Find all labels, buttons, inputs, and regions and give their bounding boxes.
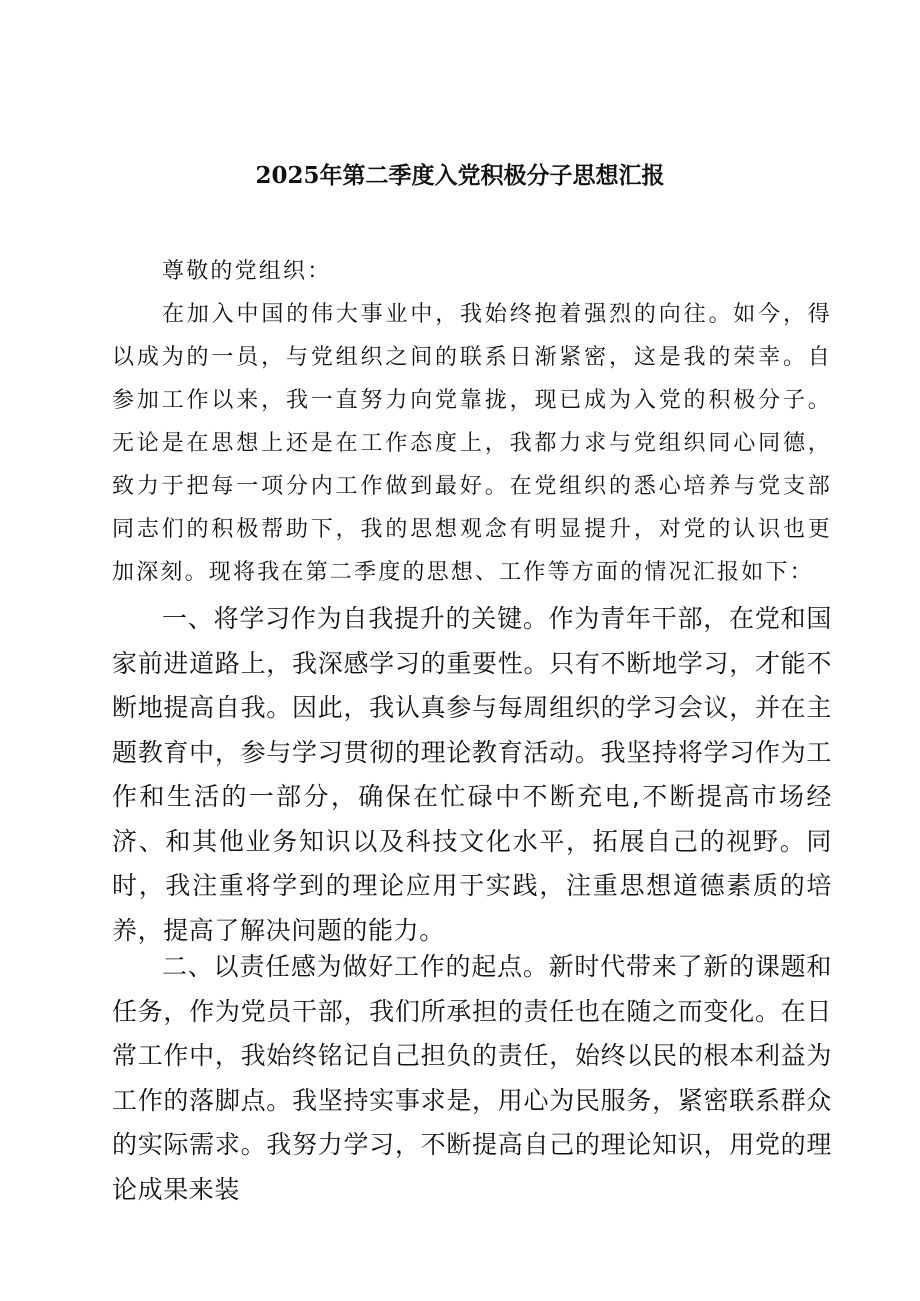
section-1-paragraph: 一、将学习作为自我提升的关键。作为青年干部，在党和国家前进道路上，我深感学习的重要性。只有不断地学习，才能不断地提高自我。因此，我认真参与每周组织的学习会议，并在主题教育中，参与学习贯彻的理论教育活动。我坚持将学习作为工作和生活的一部分，确保在忙碌中不断充电,不断提高市场经济、和其他业务知识以及科技文化水平，拓展自己的视野。同时，我注重将学到的理论应用于实践，注重思想道德素质的培养，提高了解决问题的能力。	[112, 604, 832, 945]
intro-paragraph: 在加入中国的伟大事业中，我始终抱着强烈的向往。如今，得以成为的一员，与党组织之间的联系日渐紧密，这是我的荣幸。自参加工作以来，我一直努力向党靠拢，现已成为入党的积极分子。无论是在思想上还是在工作态度上，我都力求与党组织同心同德，致力于把每一项分内工作做到最好。在党组织的悉心培养与党支部同志们的积极帮助下，我的思想观念有明显提升，对党的认识也更加深刻。现将我在第二季度的思想、工作等方面的情况汇报如下：	[112, 302, 832, 585]
section-2-paragraph: 二、以责任感为做好工作的起点。新时代带来了新的课题和任务，作为党员干部，我们所承担的责任也在随之而变化。在日常工作中，我始终铭记自己担负的责任，始终以民的根本利益为工作的落脚点。我坚持实事求是，用心为民服务，紧密联系群众的实际需求。我努力学习，不断提高自己的理论知识，用党的理论成果来装	[112, 952, 832, 1204]
salutation: 尊敬的党组织：	[162, 259, 332, 284]
document-title: 2025年第二季度入党积极分子思想汇报	[255, 162, 665, 189]
